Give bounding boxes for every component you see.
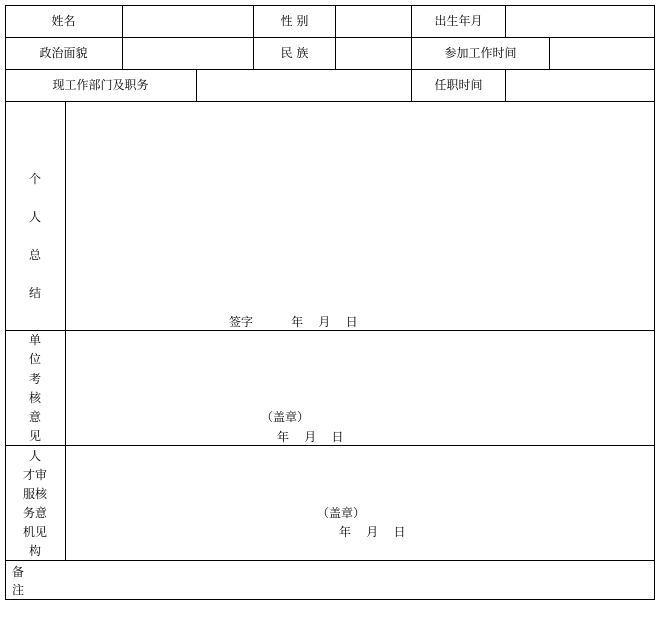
talent-review-label-line: 才审 — [22, 468, 47, 482]
ethnic-label: 民 族 — [280, 46, 309, 60]
dept-field[interactable] — [197, 70, 411, 101]
summary-label-char: 结 — [28, 286, 41, 300]
tenure-label: 任职时间 — [434, 78, 483, 92]
talent-review-label-line: 人 — [28, 449, 41, 463]
unit-review-label-char: 意 — [28, 410, 41, 424]
ethnic-field[interactable] — [336, 38, 411, 69]
border-bottom — [5, 599, 655, 600]
political-label: 政治面貌 — [39, 46, 88, 60]
summary-field[interactable] — [66, 102, 654, 330]
political-field[interactable] — [123, 38, 253, 69]
unit-review-label-char: 位 — [28, 352, 41, 366]
dept-label: 现工作部门及职务 — [52, 78, 149, 92]
gender-field[interactable] — [336, 6, 411, 37]
talent-review-label-line: 务意 — [22, 506, 47, 520]
unit-review-label-char: 核 — [28, 391, 41, 405]
birth-field[interactable] — [506, 6, 654, 37]
unit-review-date: 年 月 日 — [277, 430, 344, 444]
unit-review-label-char: 考 — [28, 372, 41, 386]
talent-review-label-line: 构 — [28, 544, 41, 558]
tenure-field[interactable] — [506, 70, 654, 101]
birth-label: 出生年月 — [434, 14, 483, 28]
gender-label: 性 别 — [280, 14, 309, 28]
work-start-field[interactable] — [550, 38, 654, 69]
name-label: 姓名 — [51, 14, 76, 28]
talent-review-label-line: 服核 — [22, 487, 47, 501]
talent-review-field[interactable] — [66, 446, 654, 560]
remarks-label-char: 注 — [12, 583, 25, 597]
talent-review-label-line: 机见 — [22, 525, 47, 539]
summary-sign-date: 签字 年 月 日 — [229, 315, 358, 329]
remarks-label-char: 备 — [12, 565, 25, 579]
summary-label-char: 人 — [28, 210, 41, 224]
remarks-field[interactable] — [30, 561, 654, 599]
summary-label-char: 总 — [28, 248, 41, 262]
unit-review-field[interactable] — [66, 331, 654, 445]
summary-label-char: 个 — [28, 172, 41, 186]
unit-review-seal: （盖章） — [261, 410, 310, 424]
work-start-label: 参加工作时间 — [444, 46, 517, 60]
name-field[interactable] — [123, 6, 253, 37]
talent-review-seal: （盖章） — [317, 506, 366, 520]
unit-review-label-char: 单 — [28, 333, 41, 347]
talent-review-date: 年 月 日 — [339, 525, 406, 539]
border-right — [654, 5, 655, 600]
unit-review-label-char: 见 — [28, 429, 41, 443]
